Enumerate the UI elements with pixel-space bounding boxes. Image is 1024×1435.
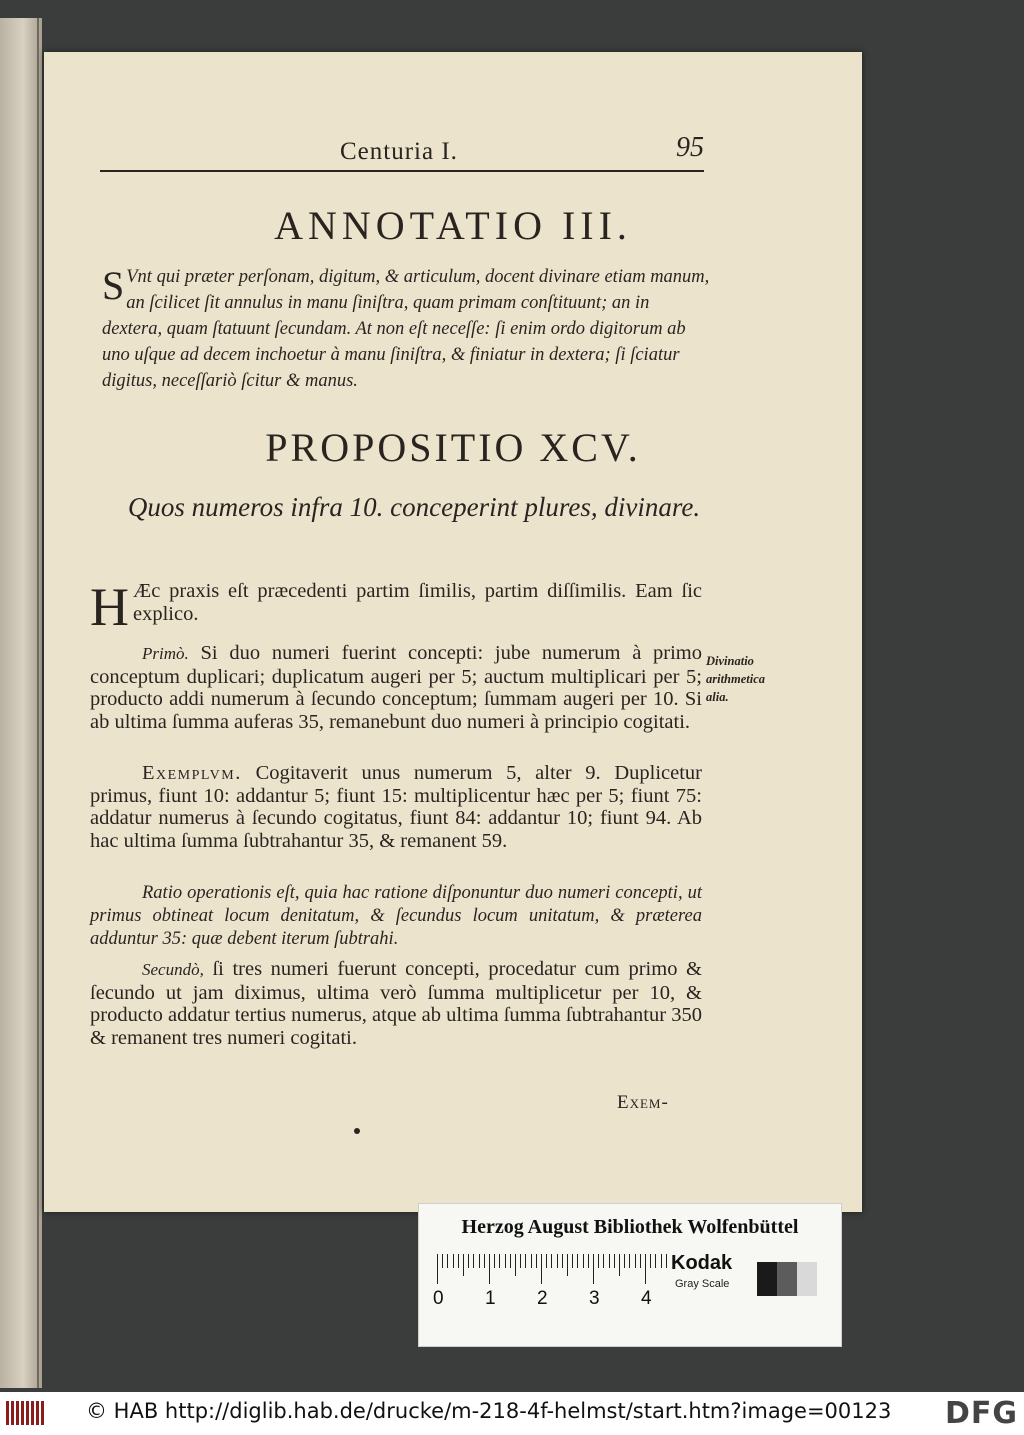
ink-dot — [354, 1128, 360, 1134]
secundo-paragraph — [90, 958, 702, 1049]
annotatio-heading: ANNOTATIO III. — [274, 203, 632, 248]
intro-dropcap: H — [90, 577, 129, 637]
primo-text: Si duo numeri fuerint concepti: jube numerum à primo conceptum duplicari; duplicatum augeri per 5; auctum multiplicari per 5; producto addi numerum à ſecundo conceptum; ſummam augeri per 10. Si ab ultima ſumma auferas 35, remanebunt duo numeri à principio cogitati. — [90, 642, 703, 733]
dfg-logo: DFG — [944, 1396, 1018, 1431]
ruler-tick — [624, 1254, 625, 1268]
adjacent-page-edge — [0, 18, 42, 1388]
exemplum-text: Cogitaverit unus numerum 5, alter 9. Duplicetur primus, fiunt 10: addantur 5; fiunt 15: multiplicentur hæc per 5; fiunt 75: addatur numerus à ſecundo cogitatus, fiunt 84: addantur 10; fiunt 94. Ab hac ultima ſumma ſubtrahantur 35, & remanent 59. — [90, 762, 703, 852]
ruler-tick — [447, 1254, 448, 1268]
propositio-subtitle: Quos numeros infra 10. conceperint plures, divinare. — [127, 492, 701, 522]
running-title: Centuria I. — [340, 138, 458, 165]
ruler-tick — [505, 1254, 506, 1268]
ruler-tick — [536, 1254, 537, 1268]
ruler-tick — [473, 1254, 474, 1268]
ruler-tick — [463, 1254, 464, 1276]
ruler-tick — [614, 1254, 615, 1268]
ruler-tick — [468, 1254, 469, 1268]
exemplum-paragraph — [90, 762, 702, 852]
ruler-tick — [489, 1254, 490, 1284]
ruler-tick — [453, 1254, 454, 1268]
footer-bar — [0, 1392, 1024, 1435]
ruler-tick — [598, 1254, 599, 1268]
primo-label: Primò. — [142, 644, 189, 663]
propositio-heading: PROPOSITIO XCV. — [265, 425, 641, 470]
ruler-tick — [655, 1254, 656, 1268]
page-number: 95 — [676, 132, 704, 163]
catchword: Exem- — [617, 1092, 669, 1113]
secundo-text: ſi tres numeri fuerunt concepti, procedatur cum primo & ſecundo ut jam diximus, ultima verò ſumma multiplicetur per 10, & producto addatur tertius numerus, atque ab ultima ſumma ſubtrahantur 350 & remanent tres numeri cogitati. — [90, 958, 702, 1049]
gray-swatch — [797, 1262, 817, 1296]
ruler-tick — [603, 1254, 604, 1268]
header-rule — [100, 170, 704, 172]
gray-swatch — [777, 1262, 797, 1296]
intro-text: Æc praxis eſt præcedenti partim ſimilis, partim diſſimilis. Eam ſic explico. — [133, 580, 702, 625]
ruler-tick — [510, 1254, 511, 1268]
ruler-tick — [567, 1254, 568, 1276]
ruler-tick — [609, 1254, 610, 1268]
gray-swatch — [757, 1262, 777, 1296]
ruler-tick — [531, 1254, 532, 1268]
hab-logo-icon — [6, 1401, 46, 1425]
scale-ruler — [433, 1254, 661, 1316]
intro-paragraph — [90, 577, 702, 637]
annotatio-paragraph — [102, 264, 710, 394]
primo-paragraph — [90, 642, 702, 733]
margin-note: Divinatio arithmetica alia. — [706, 654, 766, 704]
ruler-tick — [666, 1254, 667, 1268]
ruler-tick — [541, 1254, 542, 1284]
ruler-tick — [635, 1254, 636, 1268]
ruler-tick — [577, 1254, 578, 1268]
ruler-tick — [562, 1254, 563, 1268]
copyright-url[interactable]: © HAB http://diglib.hab.de/drucke/m-218-4f-helmst/start.htm?image=00123 — [86, 1399, 892, 1423]
ruler-tick — [525, 1254, 526, 1268]
library-label-card — [418, 1203, 842, 1347]
ruler-tick — [650, 1254, 651, 1268]
grayscale-label: Gray Scale — [675, 1278, 730, 1290]
ruler-tick — [583, 1254, 584, 1268]
ruler-tick — [546, 1254, 547, 1268]
running-head — [100, 132, 704, 178]
ruler-number: 0 — [433, 1288, 444, 1309]
ruler-number: 1 — [485, 1288, 496, 1309]
ruler-tick — [484, 1254, 485, 1268]
kodak-brand: Kodak — [671, 1252, 733, 1274]
library-name: Herzog August Bibliothek Wolfenbüttel — [461, 1216, 799, 1238]
ruler-tick — [551, 1254, 552, 1268]
ruler-tick — [520, 1254, 521, 1268]
ruler-tick — [588, 1254, 589, 1268]
ruler-tick — [437, 1254, 438, 1284]
ruler-tick — [619, 1254, 620, 1276]
ruler-tick — [442, 1254, 443, 1268]
ruler-tick — [499, 1254, 500, 1268]
ruler-number: 3 — [589, 1288, 600, 1309]
ruler-tick — [557, 1254, 558, 1268]
ruler-tick — [494, 1254, 495, 1268]
book-page — [44, 52, 862, 1212]
ruler-tick — [661, 1254, 662, 1268]
ruler-tick — [629, 1254, 630, 1268]
ruler-number: 2 — [537, 1288, 548, 1309]
ruler-tick — [572, 1254, 573, 1268]
ratio-paragraph — [90, 882, 702, 951]
ruler-tick — [640, 1254, 641, 1268]
ruler-tick — [479, 1254, 480, 1268]
ruler-number: 4 — [641, 1288, 652, 1309]
ratio-text: Ratio operationis eſt, quia hac ratione diſponuntur duo numeri concepti, ut primus obtineat locum denitatum, & ſecundus locum unitatum, & præterea adduntur 35: quæ debent iterum ſubtrahi. — [90, 883, 702, 949]
gray-swatches — [757, 1262, 817, 1296]
ruler-tick — [515, 1254, 516, 1276]
annotatio-text: Vnt qui præter perſonam, digitum, & articulum, docent divinare etiam manum, an ſcilicet ſit annulus in manu ſiniſtra, quam primam conſtituunt; an in dextera, quam ſtatuunt ſecundam. At non eſt neceſſe: ſi enim ordo digitorum ab uno uſque ad decem inchoetur à manu ſiniſtra, & finiatur in dextera; ſi ſciatur digitus, neceſſariò ſcitur & manus. — [102, 267, 710, 391]
annotatio-dropcap: S — [102, 263, 125, 308]
ruler-tick — [593, 1254, 594, 1284]
secundo-label: Secundò, — [142, 960, 204, 979]
ruler-tick — [458, 1254, 459, 1268]
exemplum-label: Exemplvm. — [142, 762, 242, 784]
ruler-tick — [645, 1254, 646, 1284]
